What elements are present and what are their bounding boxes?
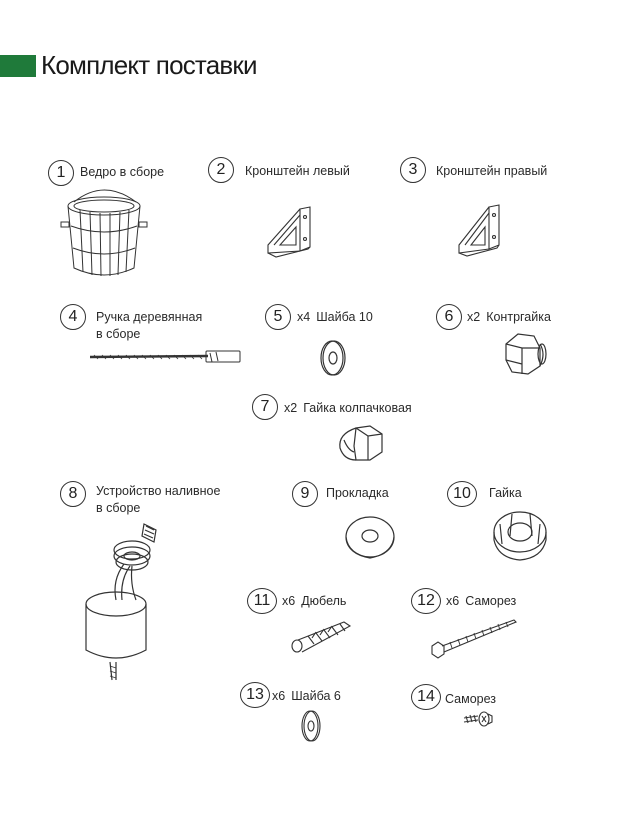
screw-icon [428,616,520,660]
page-title: Комплект поставки [41,50,257,80]
item-qty: x2 [467,310,481,324]
item-qty: x4 [297,310,311,324]
washer-icon [319,338,349,378]
item-label [467,309,551,326]
item-qty: x6 [282,594,296,608]
item-number-badge: 10 [447,481,477,507]
item-qty: x6 [272,689,286,703]
locknut-icon [500,330,550,378]
item-number-badge: 7 [252,394,278,420]
item-label [284,400,412,417]
nut-icon [488,508,552,564]
item-number-badge: 4 [60,304,86,330]
item-number-badge: 13 [240,682,270,708]
item-label: Саморез [445,692,497,706]
item-number-badge: 6 [436,304,462,330]
item-number-badge: 1 [48,160,74,186]
item-name: Шайба 6 [291,689,341,703]
item-number-badge: 14 [411,684,441,710]
bucket-icon [58,192,154,280]
item-qty: x6 [446,594,460,608]
item-label-line2: в сборе [96,327,141,341]
item-number-badge: 5 [265,304,291,330]
bracket-right-icon [455,203,513,261]
pouring-device-icon [82,520,168,682]
item-qty: x2 [284,401,298,415]
item-label: Устройство наливное [96,484,221,498]
item-name: Дюбель [301,594,347,608]
dowel-icon [290,618,354,654]
item-label: Ведро в сборе [80,165,165,179]
bracket-left-icon [262,205,322,263]
item-label [282,593,346,610]
item-number-badge: 8 [60,481,86,507]
header-accent-bar [0,55,36,77]
item-label [446,593,516,610]
item-number-badge: 3 [400,157,426,183]
item-label: Кронштейн правый [436,164,548,178]
small-screw-icon [462,710,496,728]
item-number-badge: 11 [247,588,277,614]
item-label-line2: в сборе [96,501,141,515]
small-washer-icon [300,708,322,744]
item-label [272,688,341,705]
item-name: Саморез [465,594,517,608]
item-number-badge: 9 [292,481,318,507]
item-label: Прокладка [326,486,389,500]
gasket-icon [340,512,402,562]
item-name: Контргайка [486,310,551,324]
item-label [297,309,373,326]
cap-nut-icon [336,420,386,466]
item-name: Гайка колпачковая [303,401,412,415]
item-number-badge: 2 [208,157,234,183]
item-number-badge: 12 [411,588,441,614]
item-label: Гайка [489,486,522,500]
item-label: Ручка деревянная [96,310,203,324]
item-label: Кронштейн левый [245,164,350,178]
item-name: Шайба 10 [316,310,373,324]
wooden-handle-icon [88,346,246,366]
